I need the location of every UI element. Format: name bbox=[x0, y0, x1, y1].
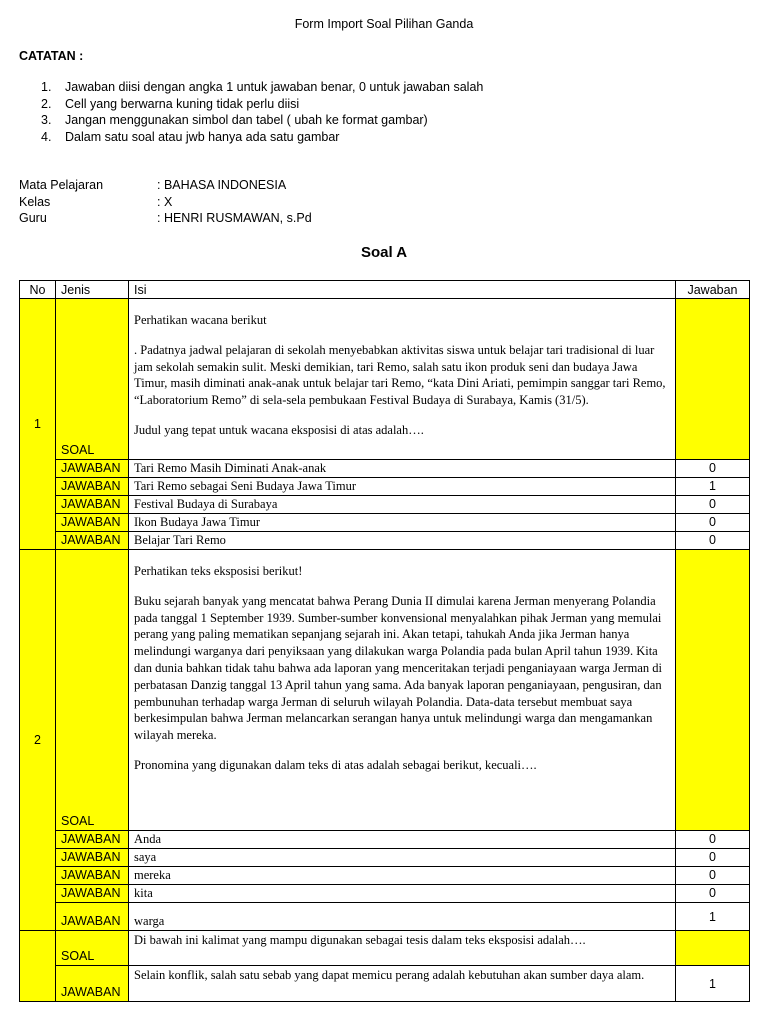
table-row bbox=[20, 460, 750, 478]
answer-label: JAWABAN bbox=[56, 849, 129, 867]
notes-list bbox=[19, 79, 483, 145]
answer-label: JAWABAN bbox=[56, 903, 129, 931]
question-number bbox=[20, 931, 56, 1002]
catatan-label: CATATAN : bbox=[19, 49, 84, 63]
answer-text[interactable]: Belajar Tari Remo bbox=[129, 532, 676, 550]
meta-key: Guru bbox=[19, 211, 47, 225]
header-jenis: Jenis bbox=[56, 281, 129, 299]
table-row bbox=[20, 496, 750, 514]
table-row bbox=[20, 532, 750, 550]
answer-value[interactable]: 1 bbox=[676, 478, 750, 496]
answer-text[interactable]: mereka bbox=[129, 867, 676, 885]
question-paragraph: Judul yang tepat untuk wacana eksposisi di atas adalah…. bbox=[134, 422, 424, 437]
question-paragraph: Perhatikan wacana berikut bbox=[134, 313, 267, 327]
answer-value[interactable]: 0 bbox=[676, 532, 750, 550]
note-number: 4. bbox=[41, 129, 52, 144]
answer-value[interactable]: 0 bbox=[676, 849, 750, 867]
answer-value-cell bbox=[676, 931, 750, 966]
question-paragraph: Pronomina yang digunakan dalam teks di atas adalah sebagai berikut, kecuali…. bbox=[134, 757, 537, 772]
note-item bbox=[19, 79, 483, 96]
note-item bbox=[19, 129, 483, 146]
table-row bbox=[20, 831, 750, 849]
table-row bbox=[20, 849, 750, 867]
table-row bbox=[20, 867, 750, 885]
table-row bbox=[20, 931, 750, 966]
answer-text[interactable]: kita bbox=[129, 885, 676, 903]
answer-value[interactable]: 0 bbox=[676, 831, 750, 849]
answer-label: JAWABAN bbox=[56, 966, 129, 1002]
answer-value[interactable]: 0 bbox=[676, 496, 750, 514]
note-text: Jawaban diisi dengan angka 1 untuk jawaban benar, 0 untuk jawaban salah bbox=[65, 80, 484, 94]
table-row bbox=[20, 550, 750, 831]
answer-label: JAWABAN bbox=[56, 460, 129, 478]
note-text: Dalam satu soal atau jwb hanya ada satu gambar bbox=[65, 129, 340, 144]
form-title: Form Import Soal Pilihan Ganda bbox=[294, 17, 474, 31]
soal-label: SOAL bbox=[56, 550, 129, 831]
answer-label: JAWABAN bbox=[56, 532, 129, 550]
meta-value: : BAHASA INDONESIA bbox=[157, 178, 287, 192]
soal-label: SOAL bbox=[56, 299, 129, 460]
answer-text[interactable]: Tari Remo sebagai Seni Budaya Jawa Timur bbox=[129, 478, 676, 496]
header-isi: Isi bbox=[129, 281, 676, 299]
meta-block bbox=[19, 177, 312, 227]
answer-text[interactable]: Festival Budaya di Surabaya bbox=[129, 496, 676, 514]
meta-value: : X bbox=[157, 194, 173, 209]
answer-value[interactable]: 1 bbox=[676, 966, 750, 1002]
note-text: Cell yang berwarna kuning tidak perlu diisi bbox=[65, 96, 300, 111]
answer-label: JAWABAN bbox=[56, 496, 129, 514]
answer-value[interactable]: 0 bbox=[676, 514, 750, 532]
table-row bbox=[20, 885, 750, 903]
table-row bbox=[20, 514, 750, 532]
meta-value: : HENRI RUSMAWAN, s.Pd bbox=[157, 211, 312, 225]
note-item bbox=[19, 112, 483, 129]
answer-value[interactable]: 0 bbox=[676, 867, 750, 885]
note-item bbox=[19, 96, 483, 113]
answer-value-cell bbox=[676, 299, 750, 460]
answer-text[interactable]: Anda bbox=[129, 831, 676, 849]
question-paragraph: Buku sejarah banyak yang mencatat bahwa Perang Dunia II dimulai karena Jerman menyerang Polandia pada tanggal 1 September 1939. Sumber-sumber konvensional menyalahkan pihak Jerman yang memulai perang yang paling mematikan sepanjang sejarah ini. Akan tetapi, tahukah Anda jika Jerman hanya melindungi warganya dari penyiksaan yang dilakukan warga Polandia pada bulan April tahun 1939. Kita dan dunia bahkan tidak tahu bahwa ada laporan yang menceritakan terjadi penganiayaan warga Jerman di perbatasan Danzig tanggal 13 April tahun yang sama. Ada banyak laporan penganiayaan, pengusiran, dan pembunuhan terhadap warga Jerman di seluruh wilayah Polandia. Data-data tersebut membuat saya berkesimpulan bahwa Jerman melancarkan serangan hanya untuk melindungi warga dan mengamankan wilayah mereka. bbox=[134, 593, 663, 743]
answer-label: JAWABAN bbox=[56, 514, 129, 532]
soal-label: SOAL bbox=[56, 931, 129, 966]
note-number: 3. bbox=[41, 113, 52, 127]
answer-label: JAWABAN bbox=[56, 867, 129, 885]
meta-row-teacher bbox=[19, 210, 312, 227]
answer-text[interactable]: Tari Remo Masih Diminati Anak-anak bbox=[129, 460, 676, 478]
note-number: 2. bbox=[41, 96, 52, 111]
question-paragraph: Perhatikan teks eksposisi berikut! bbox=[134, 564, 303, 578]
meta-key: Kelas bbox=[19, 194, 51, 209]
section-title: Soal A bbox=[360, 244, 408, 261]
answer-text[interactable]: Ikon Budaya Jawa Timur bbox=[129, 514, 676, 532]
answer-label: JAWABAN bbox=[56, 478, 129, 496]
answer-value[interactable]: 0 bbox=[676, 885, 750, 903]
answer-text[interactable]: Selain konflik, salah satu sebab yang dapat memicu perang adalah kebutuhan akan sumber daya alam. bbox=[129, 966, 676, 1002]
question-text[interactable] bbox=[129, 299, 676, 460]
meta-row-class bbox=[19, 194, 312, 211]
table-row bbox=[20, 966, 750, 1002]
header-jawaban: Jawaban bbox=[676, 281, 750, 299]
answer-text[interactable]: warga bbox=[129, 903, 676, 931]
answer-value[interactable]: 0 bbox=[676, 460, 750, 478]
header-no: No bbox=[20, 281, 56, 299]
answer-value-cell bbox=[676, 550, 750, 831]
table-header-row bbox=[20, 281, 750, 299]
table-row bbox=[20, 903, 750, 931]
question-table bbox=[19, 280, 750, 1002]
note-text: Jangan menggunakan simbol dan tabel ( ubah ke format gambar) bbox=[65, 113, 428, 127]
meta-key: Mata Pelajaran bbox=[19, 178, 104, 192]
answer-label: JAWABAN bbox=[56, 831, 129, 849]
answer-label: JAWABAN bbox=[56, 885, 129, 903]
question-text[interactable]: Di bawah ini kalimat yang mampu digunakan sebagai tesis dalam teks eksposisi adalah…. bbox=[129, 931, 676, 966]
question-number: 1 bbox=[20, 299, 56, 550]
question-text[interactable] bbox=[129, 550, 676, 831]
table-row bbox=[20, 299, 750, 460]
question-paragraph: . Padatnya jadwal pelajaran di sekolah menyebabkan aktivitas siswa untuk belajar tari tradisional di luar jam sekolah semakin sulit. Meski demikian, tari Remo, salah satu ikon produk seni dan budaya Jawa Timur, masih diminati anak-anak untuk belajar tari Remo, “kata Dini Ariati, pemimpin sanggar tari Remo, “Laboratorium Remo” di sela-sela pembukaan Festival Budaya di Surabaya, Kamis (31/5). bbox=[134, 342, 666, 408]
answer-value[interactable]: 1 bbox=[676, 903, 750, 931]
note-number: 1. bbox=[41, 80, 52, 94]
answer-text[interactable]: saya bbox=[129, 849, 676, 867]
table-row bbox=[20, 478, 750, 496]
meta-row-subject bbox=[19, 177, 312, 194]
question-number: 2 bbox=[20, 550, 56, 931]
